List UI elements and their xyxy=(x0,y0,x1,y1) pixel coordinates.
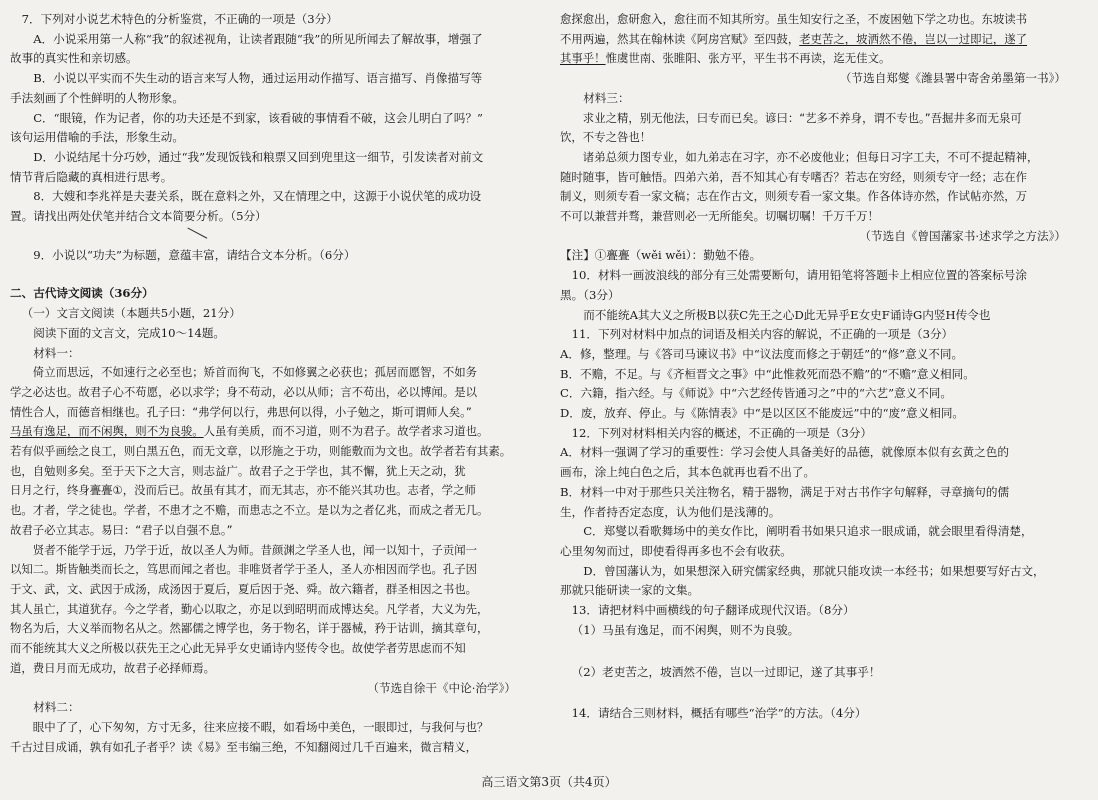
left-line: 而不能统其大义之所极以获先王之心此无异乎女史诵诗内竖传令也。故使学者劳思虑而不知 xyxy=(10,641,466,656)
left-line: 千古过目成诵，孰有如孔子者乎？读《易》至韦编三绝，不知翻阅过几千百遍来，微言精义， xyxy=(10,739,478,754)
right-line: 心里匆匆而过，即使看得再多也不会有收获。 xyxy=(560,543,792,558)
left-line: A．小说采用第一人称“我”的叙述视角，让读者跟随“我”的所见所闻去了解故事，增强了 xyxy=(33,31,483,46)
right-line: A．材料一强调了学习的重要性：学习会使人具备美好的品德，就像原本似有玄黄之色的 xyxy=(560,445,1009,460)
right-line: 饮，不专之咎也！ xyxy=(560,130,652,145)
right-line: （2）老吏苦之，坡洒然不倦，岂以一过即记，遂了其事乎！ xyxy=(571,664,881,679)
left-line: 其人虽亡，其道犹存。今之学者，勤心以取之，亦足以到昭明而成博达矣。凡学者，大义为先， xyxy=(10,601,489,616)
right-line xyxy=(560,641,1088,663)
left-line xyxy=(10,227,538,246)
right-line: 【注】①亹亹（wěi wěi）：勤勉不倦。 xyxy=(560,248,762,263)
right-line: 画布，涂上纯白色之后，其本色就再也看不出了。 xyxy=(560,465,816,480)
right-line: 黑。（3分） xyxy=(560,287,620,302)
left-line: 8．大嫂和李兆祥是夫妻关系，既在意料之外，又在情理之中，这源于小说伏笔的成功设 xyxy=(33,189,482,204)
right-line: 不可以兼营并骛，兼营则必一无所能矣。切嘱切嘱！千万千万！ xyxy=(560,209,879,224)
left-line: B．小说以平实而不失生动的语言来写人物，通过运用动作描写、语言描写、肖像描写等 xyxy=(33,71,483,86)
right-line: （节选自郑燮《潍县署中寄舍弟墨第一书》） xyxy=(839,71,1066,86)
left-line: 手法刻画了个性鲜明的人物形象。 xyxy=(10,90,184,105)
right-line: 10．材料一画波浪线的部分有三处需要断句，请用铅笔将答题卡上相应位置的答案标号涂 xyxy=(571,268,1027,283)
right-line: 12．下列对材料相关内容的概述，不正确的一项是（3分） xyxy=(571,425,872,440)
right-line: （1）马虽有逸足，而不闲舆，则不为良骏。 xyxy=(571,622,800,637)
right-line: 13．请把材料中画横线的句子翻译成现代汉语。（8分） xyxy=(571,603,855,618)
right-line: 11．下列对材料中加点的词语及相关内容的解说，不正确的一项是（3分） xyxy=(571,327,954,342)
right-line: 求业之精，别无他法，曰专而已矣。谚曰：“艺多不养身，谓不专也。”吾掘井多而无泉可 xyxy=(582,110,1022,125)
right-line: 而不能统A其大义之所极B以获C先王之心D此无异乎E女史F诵诗G内竖H传令也 xyxy=(583,307,991,322)
left-line: （节选自徐干《中论·治学》） xyxy=(367,680,516,695)
right-line: D．曾国藩认为，如果想深入研究儒家经典，那就只能攻读一本经书；如果想要写好古文， xyxy=(583,563,1045,578)
left-line: 二、古代诗文阅读（36分） xyxy=(10,286,154,301)
left-line: 马虽有逸足，而不闲舆，则不为良骏。人虽有美质，而不习道，则不为君子。故学者求习道也。 xyxy=(10,424,489,439)
right-line: 材料三： xyxy=(583,90,630,105)
left-line: 9．小说以“功夫”为标题，意蕴丰富，请结合文本分析。（6分） xyxy=(33,247,356,262)
left-line: 故君子必立其志。易曰：“君子以自强不息。” xyxy=(10,522,233,537)
left-line: 日月之行，终身亹亹①，没而后已。故虽有其才，而无其志，亦不能兴其功也。志者，学之师 xyxy=(10,483,476,498)
right-line: 愈探愈出，愈研愈入，愈往而不知其所穷。虽生知安行之圣，不废困勉下学之功也。东坡读书 xyxy=(560,12,1028,26)
right-line: 14．请结合三则材料，概括有哪些“治学”的方法。（4分） xyxy=(571,706,867,721)
left-line: 贤者不能学于远，乃学于近，故以圣人为师。昔颜渊之学圣人也，闻一以知十，子贡闻一 xyxy=(32,542,478,557)
left-line: C．“眼镜，作为记者，你的功夫还是不到家，该看破的事情看不破，这会儿明白了吗？” xyxy=(33,110,483,125)
right-line: （节选自《曾国藩家书·述求学之方法》） xyxy=(859,228,1066,243)
left-line: 材料二： xyxy=(33,700,80,715)
left-line: 情节背后隐藏的真相进行思考。 xyxy=(10,169,173,184)
left-line: 7．下列对小说艺术特色的分析鉴赏，不正确的一项是（3分） xyxy=(21,12,338,26)
left-line: 倚立而思远，不如速行之必至也；矫首而徇飞，不如修翼之必获也；孤居而愿智，不如务 xyxy=(32,365,478,380)
right-line: 生，作者持否定态度，认为他们是浅薄的。 xyxy=(560,504,781,519)
right-line: 那就只能研读一家的文集。 xyxy=(560,583,700,598)
left-line: 也，自勉则多矣。至于天下之大言，则志益广。故君子之于学也，其不懈，犹上天之动，犹 xyxy=(10,463,466,478)
right-column xyxy=(560,10,1088,724)
right-line: 制义，则须专看一家文稿；志在作古文，则须专看一家文集。作各体诗亦然，作试帖亦然，万 xyxy=(560,189,1028,204)
left-line: 阅读下面的文言文，完成10～14题。 xyxy=(33,325,226,340)
right-line: 不用两遍，然其在翰林读《阿房宫赋》至四鼓，老吏苦之，坡洒然不倦，岂以一过即记，遂了 xyxy=(560,31,1028,46)
right-line: C．郑燮以看歌舞场中的美女作比，阐明看书如果只追求一眼成诵，就会眼里看得清楚， xyxy=(583,524,1033,539)
left-line: 于文、武，文、武因于成汤，成汤因于夏后，夏后因于尧、舜。故六籍者，群圣相因之书也。 xyxy=(10,581,478,596)
left-line: 物名为后，大义举而物名从之。然鄙儒之博学也，务于物名，详于器械，矜于诂训，摘其章句， xyxy=(10,621,489,636)
left-line: 置。请找出两处伏笔并结合文本简要分析。（5分） xyxy=(10,209,267,224)
left-line: 眼中了了，心下匆匆，方寸无多，往来应接不暇，如看场中美色，一眼即过，与我何与也？ xyxy=(32,719,489,734)
right-line: 随时随事，皆可触悟。四弟六弟，吾不知其心有专嗜否？若志在穷经，则须专守一经；志在作 xyxy=(560,169,1028,184)
page-footer: 高三语文第3页（共4页） xyxy=(481,775,617,789)
right-line xyxy=(560,682,1088,704)
left-column xyxy=(10,10,538,757)
left-line: 该句运用借喻的手法，形象生动。 xyxy=(10,130,184,145)
right-line: 其事乎！惟虞世南、张睢阳、张方平，平生书不再读，迄无佳文。 xyxy=(560,51,891,66)
left-line: 道，费日月而无成功，故君子必择师焉。 xyxy=(10,660,216,675)
left-line: 材料一： xyxy=(33,345,80,360)
right-line: D．废，放弃、停止。与《陈情表》中“是以区区不能废远”中的“废”意义相同。 xyxy=(560,406,965,421)
right-line: 诸弟总须力图专业，如九弟志在习字，亦不必废他业；但每日习字工夫，不可不提起精神， xyxy=(582,149,1039,164)
left-line: 以知二。斯皆触类而长之，笃思而闻之者也。非唯贤者学于圣人，圣人亦相因而学也。孔子因 xyxy=(10,562,478,577)
left-line: （一）文言文阅读（本题共5小题，21分） xyxy=(21,306,241,321)
left-line: 情性合人，而德音相继也。孔子曰：“弗学何以行，弗思何以得，小子勉之，斯可谓师人矣。” xyxy=(10,404,472,419)
right-line: B．材料一中对于那些只关注物名，精于器物，满足于对古书作字句解释，寻章摘句的儒 xyxy=(560,484,1010,499)
right-line: B．不赡，不足。与《齐桓晋文之事》中“此惟救死而恐不赡”的“不赡”意义相同。 xyxy=(560,366,975,381)
left-line: 故事的真实性和亲切感。 xyxy=(10,51,138,66)
right-line: C．六籍，指六经。与《师说》中“六艺经传皆通习之”中的“六艺”意义不同。 xyxy=(560,386,952,401)
left-line: D．小说结尾十分巧妙，通过“我”发现饭钱和粮票又回到兜里这一细节，引发读者对前文 xyxy=(33,149,484,164)
left-line: 学之必达也。故君子心不苟愿，必以求学；身不苟动，必以从师；言不苟出，必以博闻。是以 xyxy=(10,384,478,399)
left-line: 也。才者，学之徒也。学者，不患才之不赡，而患志之不立。是以为之者亿兆，而成之者无几。 xyxy=(10,503,489,518)
left-line: 若有似乎画绘之良工，则白黑五色，而无文章，以形施之于功，则能敷而为文也。故学者若有其素。 xyxy=(10,444,512,459)
left-line xyxy=(10,265,538,284)
right-line: A．修，整理。与《答司马谏议书》中“议法度而修之于朝廷”的“修”意义不同。 xyxy=(560,346,964,361)
